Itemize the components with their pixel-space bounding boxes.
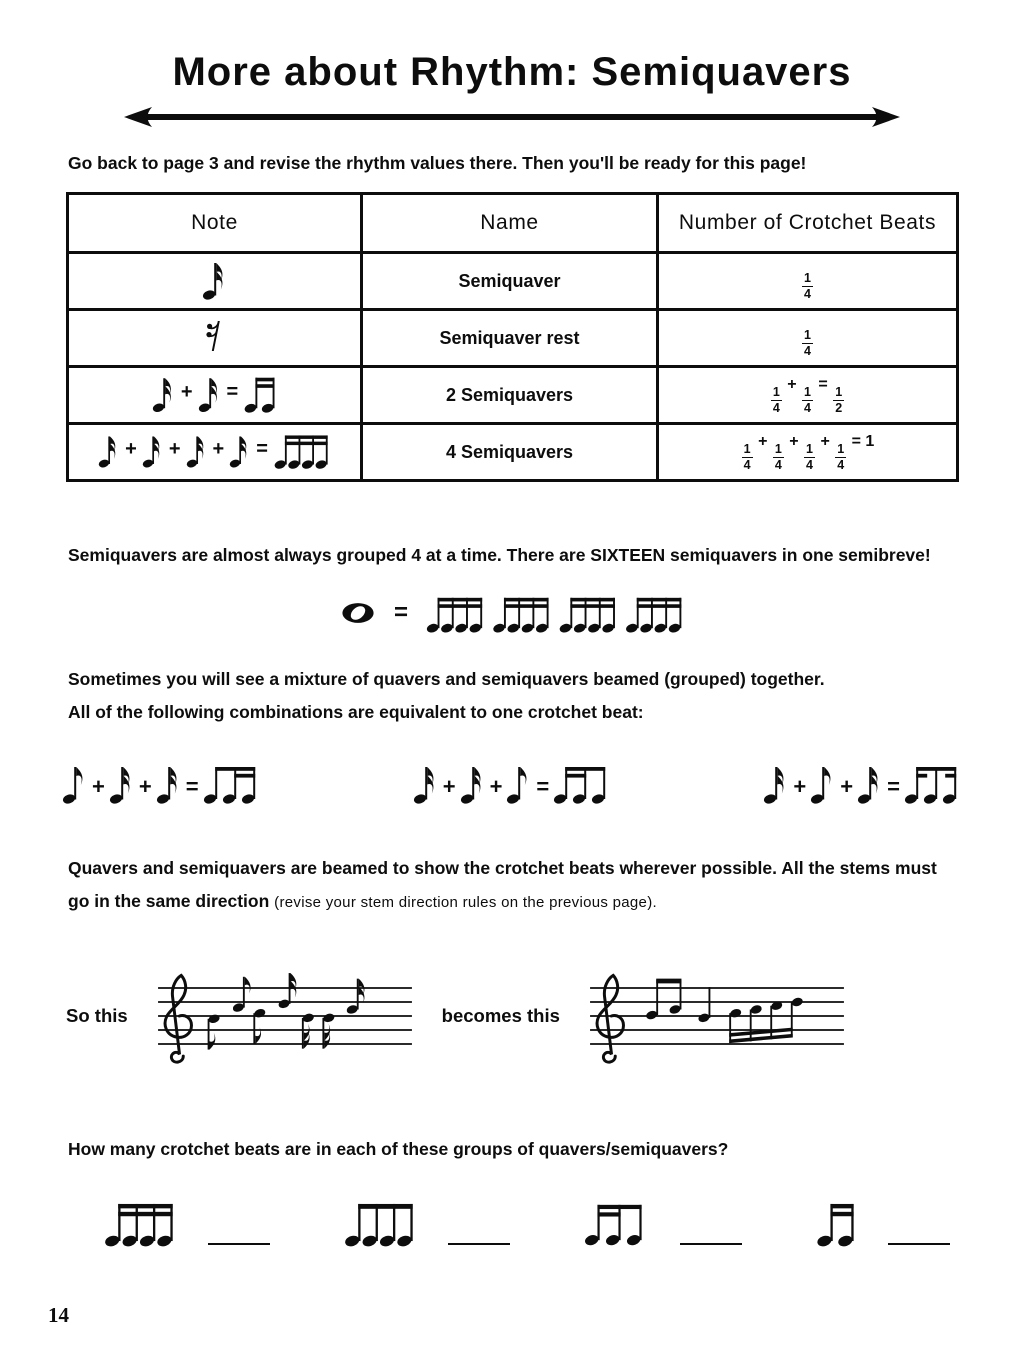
beamed-four-quavers-icon [344, 1197, 416, 1248]
note-name: 2 Semiquavers [362, 367, 658, 424]
answer-blank [680, 1241, 742, 1245]
answer-group-four-semiquavers [104, 1197, 270, 1248]
equation-semi-semi-quaver [413, 760, 612, 806]
after-label: becomes this [441, 1005, 560, 1026]
column-header-name: Name [362, 194, 658, 253]
beamed-two-semiquavers-quaver-icon [584, 1197, 648, 1248]
quaver-note-icon [810, 760, 836, 806]
beaming-main-text: Quavers and semiquavers are beamed to show the crotchet beats wherever possible. All the stems must go in the same direction [68, 857, 937, 911]
semiquaver-note-icon [857, 760, 883, 806]
plus-sign: + [168, 438, 181, 460]
semiquaver-note-icon [156, 760, 182, 806]
beamed-four-semiquavers-icon [104, 1197, 176, 1248]
semibreve-icon [340, 601, 376, 625]
plus-sign: + [840, 773, 854, 799]
semiquaver-note-icon [202, 257, 228, 301]
equals-sign: = [226, 381, 239, 403]
table-row-semiquaver [68, 253, 958, 310]
equals-sign: = [536, 773, 550, 799]
rhythm-values-table [66, 192, 959, 482]
semiquaver-note-icon [152, 372, 176, 414]
table-row-two-semiquavers [68, 367, 958, 424]
semiquaver-rest-icon [206, 318, 224, 354]
beamed-quaver-two-semiquavers-icon [203, 760, 261, 806]
quaver-note-icon [62, 760, 88, 806]
semiquaver-note-icon [460, 760, 486, 806]
note-beats: $\frac{1}{4}$ + $\frac{1}{4}$ + $\frac{1}{4}$ + $\frac{1}{4}$ = 1 [658, 424, 958, 481]
semiquaver-note-icon [109, 760, 135, 806]
beaming-paragraph [68, 852, 956, 919]
semibreve-equivalence [0, 589, 1024, 637]
unbeamed-notes-staff-icon [154, 960, 416, 1072]
intro-text: Go back to page 3 and revise the rhythm values there. Then you'll be ready for this page! [68, 153, 807, 173]
answer-group-four-quavers [344, 1197, 510, 1248]
quaver-note-icon [506, 760, 532, 806]
beamed-semi-quaver-semi-icon [904, 760, 962, 806]
note-name: Semiquaver [362, 253, 658, 310]
plus-sign: + [125, 438, 137, 460]
note-beats: $\frac{1}{4}$ [658, 310, 958, 367]
plus-sign: + [793, 773, 807, 799]
note-cell [68, 310, 362, 367]
beamed-two-semiquavers-icon [816, 1197, 856, 1248]
equation-quaver-semi-semi [62, 760, 261, 806]
beaming-example [66, 960, 1024, 1072]
semiquaver-note-icon [186, 430, 208, 470]
equals-sign: = [185, 773, 199, 799]
plus-sign: + [138, 773, 152, 799]
note-cell [68, 424, 362, 481]
semiquaver-note-icon [142, 430, 164, 470]
equals-sign: = [256, 438, 268, 460]
plus-sign: + [180, 381, 193, 403]
equals-sign: = [887, 773, 900, 799]
plus-sign: + [442, 773, 456, 799]
note-name: 4 Semiquavers [362, 424, 658, 481]
answer-groups [104, 1197, 950, 1248]
note-cell [68, 253, 362, 310]
column-header-beats: Number of Crotchet Beats [658, 194, 958, 253]
answer-group-two-semis-quaver [584, 1197, 742, 1248]
before-label: So this [66, 1005, 128, 1026]
note-beats: $\frac{1}{4}$ [658, 253, 958, 310]
beamed-four-semiquavers-icon [273, 430, 331, 470]
beamed-two-semiquavers-icon [243, 372, 277, 414]
page-number: 14 [48, 1303, 69, 1327]
answer-blank [888, 1241, 950, 1245]
beamed-two-semiquavers-quaver-icon [553, 760, 611, 806]
grouping-paragraph: Semiquavers are almost always grouped 4 at a time. There are SIXTEEN semiquavers in one semibreve! [68, 545, 931, 565]
plus-sign: + [92, 773, 105, 799]
semiquaver-note-icon [763, 760, 789, 806]
sixteen-semiquavers-icon [426, 589, 684, 637]
plus-sign: + [212, 438, 225, 460]
note-name: Semiquaver rest [362, 310, 658, 367]
table-header-row [68, 194, 958, 253]
note-beats: $\frac{1}{4}$ + $\frac{1}{4}$ = $\frac{1}{2}$ [658, 367, 958, 424]
answer-blank [448, 1241, 510, 1245]
note-cell [68, 367, 362, 424]
page-title: More about Rhythm: Semiquavers [172, 50, 852, 94]
mixture-line-2: All of the following combinations are equivalent to one crotchet beat: [68, 702, 644, 723]
equation-semi-quaver-semi [763, 760, 962, 806]
double-arrow-rule [123, 105, 901, 129]
question-text: How many crotchet beats are in each of these groups of quavers/semiquavers? [68, 1139, 729, 1159]
table-row-semiquaver-rest [68, 310, 958, 367]
semiquaver-note-icon [98, 430, 120, 470]
answer-group-two-semiquavers [816, 1197, 950, 1248]
equals-sign: = [393, 599, 408, 626]
mixture-paragraph [68, 663, 956, 730]
semiquaver-note-icon [198, 372, 222, 414]
plus-sign: + [489, 773, 503, 799]
beaming-handwritten-note: (revise your stem direction rules on the previous page). [274, 893, 657, 911]
mixture-line-1: Sometimes you will see a mixture of quavers and semiquavers beamed (grouped) together. [68, 669, 825, 689]
answer-blank [208, 1241, 270, 1245]
crotchet-combinations [62, 760, 962, 806]
semiquaver-note-icon [413, 760, 439, 806]
column-header-note: Note [68, 194, 362, 253]
table-row-four-semiquavers [68, 424, 958, 481]
semiquaver-note-icon [229, 430, 251, 470]
beamed-notes-staff-icon [586, 960, 848, 1072]
